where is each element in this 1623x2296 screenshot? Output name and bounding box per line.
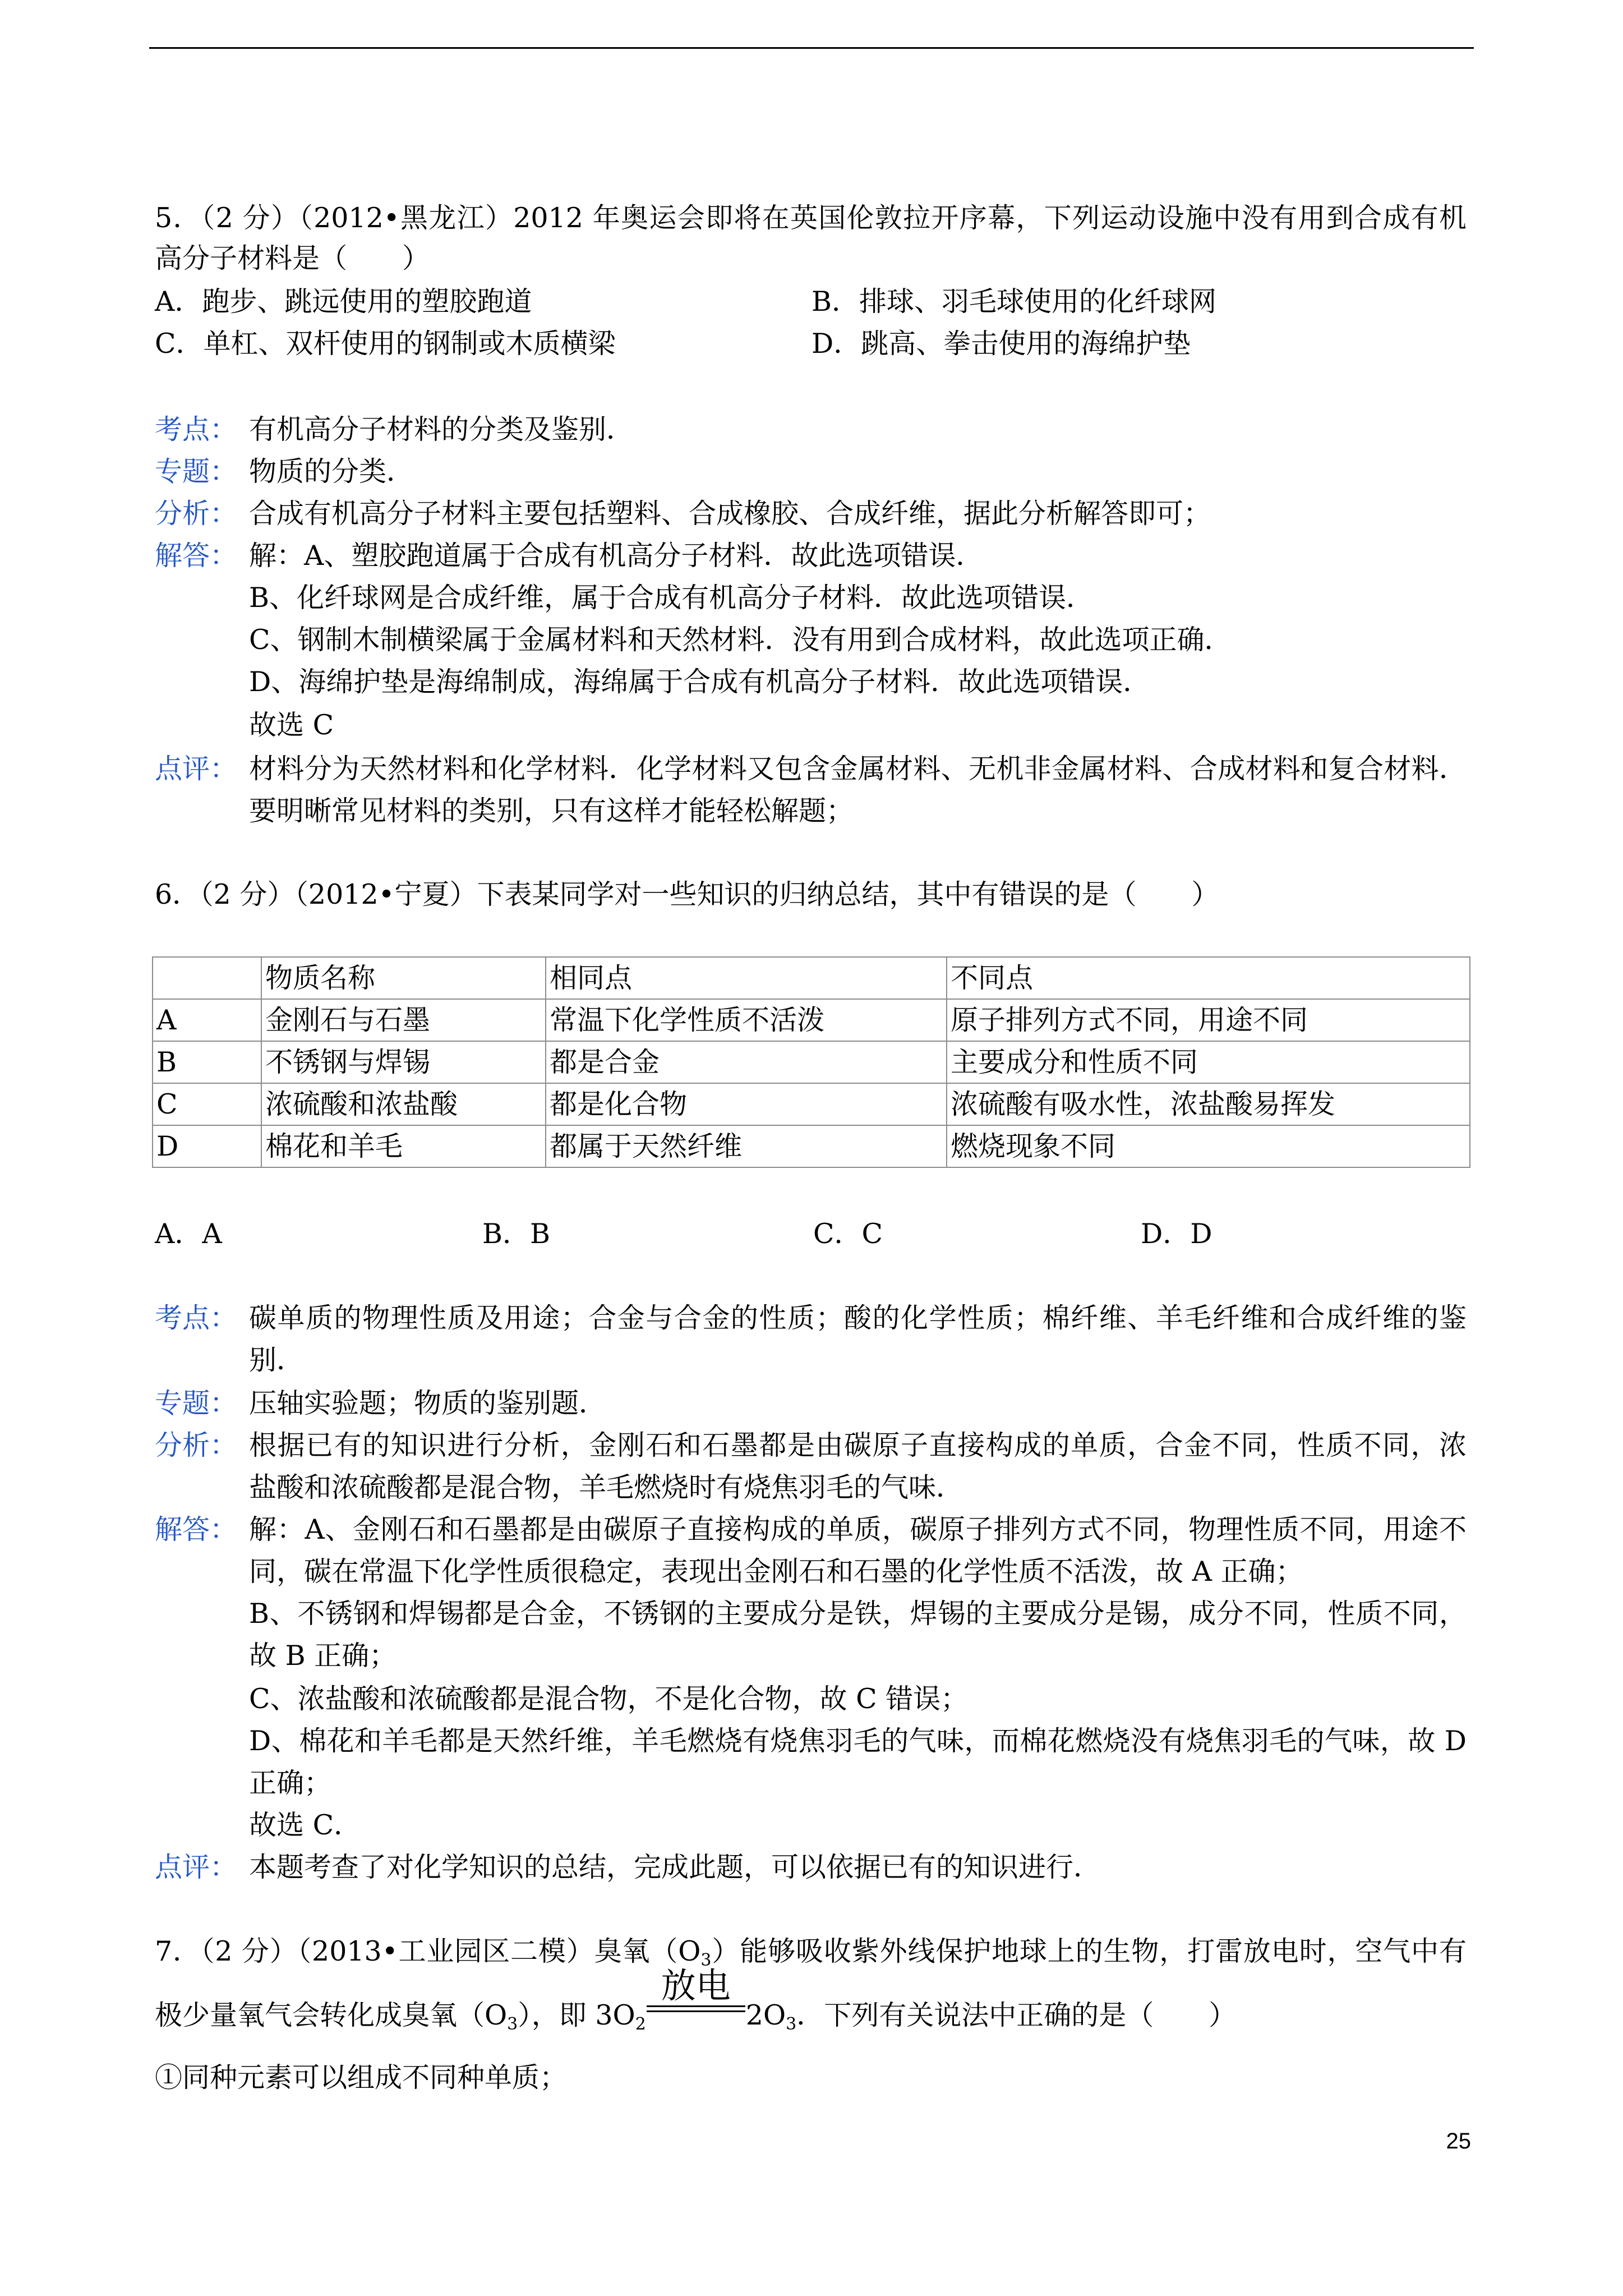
exam-point-label: 考点： [155,413,238,445]
table-header-cell: 相同点 [546,957,947,999]
comment-text: 要明晰常见材料的类别，只有这样才能轻松解题； [249,795,854,827]
analysis-text: 盐酸和浓硫酸都是混合物，羊毛燃烧时有烧焦羽毛的气味． [249,1471,964,1503]
analysis-text: 合成有机高分子材料主要包括塑料、合成橡胶、合成纤维，据此分析解答即可； [249,498,1211,530]
reaction-condition-arrow [647,1964,745,2012]
analysis-text: 根据已有的知识进行分析，金刚石和石墨都是由碳原子直接构成的单质，合金不同，性质不同，浓 [249,1429,1467,1461]
table-row-label: D [153,1125,261,1167]
solution-answer: 故选 C． [249,1809,362,1841]
solution-label: 解答： [155,540,238,572]
table-cell: 浓硫酸和浓盐酸 [261,1083,546,1125]
table-row-label: C [153,1083,261,1125]
solution-text: C、浓盐酸和浓硫酸都是混合物，不是化合物，故 C 错误； [249,1683,969,1715]
table-cell: 不锈钢与焊锡 [261,1041,546,1083]
table-row-label: A [153,999,261,1041]
table-cell: 都是合金 [546,1041,947,1083]
table-cell: 常温下化学性质不活泼 [546,999,947,1041]
table-cell: 主要成分和性质不同 [947,1041,1470,1083]
solution-text: D、棉花和羊毛都是天然纤维，羊毛燃烧有烧焦羽毛的气味，而棉花燃烧没有烧焦羽毛的气味，故 D [249,1725,1467,1757]
exam-point-label: 考点： [155,1302,238,1334]
topic-label: 专题： [155,1387,238,1419]
topic-text: 压轴实验题；物质的鉴别题． [249,1387,607,1419]
solution-text: B、不锈钢和焊锡都是合金，不锈钢的主要成分是铁，焊锡的主要成分是锡，成分不同，性质不同， [249,1598,1467,1630]
solution-text: B、化纤球网是合成纤维，属于合成有机高分子材料．故此选项错误． [249,582,1094,614]
question-stem-line [155,1930,1467,1972]
question-stem-line: 高分子材料是（ ） [155,242,430,274]
topic-label: 专题： [155,455,238,487]
table-row [153,1083,1470,1125]
option-d: D．D [1141,1218,1212,1250]
table-header-cell: 物质名称 [261,957,546,999]
subscript: 2 [635,2014,646,2034]
table-row [153,1041,1470,1083]
comment-text: 本题考查了对化学知识的总结，完成此题，可以依据已有的知识进行． [249,1851,1101,1883]
solution-text: 同，碳在常温下化学性质很稳定，表现出金刚石和石墨的化学性质不活泼，故 A 正确； [249,1556,1303,1588]
page-number: 25 [1446,2129,1471,2154]
table-cell: 都属于天然纤维 [546,1125,947,1167]
exam-point-text: 碳单质的物理性质及用途；合金与合金的性质；酸的化学性质；棉纤维、羊毛纤维和合成纤维的鉴 [249,1302,1467,1334]
stem-text: 2O [745,1999,786,2031]
comment-label: 点评： [155,1851,238,1883]
table-row-label: B [153,1041,261,1083]
table-cell: 浓硫酸有吸水性，浓盐酸易挥发 [947,1083,1470,1125]
solution-text: C、钢制木制横梁属于金属材料和天然材料．没有用到合成材料，故此选项正确． [249,624,1232,656]
option-b: B．排球、羽毛球使用的化纤球网 [811,286,1217,318]
solution-label: 解答： [155,1513,238,1545]
solution-answer: 故选 C [249,709,334,741]
option-a: A．A [155,1218,222,1250]
question-stem-line: 6．（2 分）（2012•宁夏）下表某同学对一些知识的归纳总结，其中有错误的是（ ） [155,878,1219,910]
analysis-label: 分析： [155,498,238,530]
table-header-cell: 不同点 [947,957,1470,999]
subscript: 3 [786,2014,797,2034]
solution-text: D、海绵护垫是海绵制成，海绵属于合成有机高分子材料．故此选项错误． [249,666,1151,698]
question-stem-line: 5．（2 分）（2012•黑龙江）2012 年奥运会即将在英国伦敦拉开序幕，下列运动设施中没有用到合成有机 [155,202,1467,234]
stem-text: 极少量氧气会转化成臭氧（O [155,1999,508,2031]
option-a: A．跑步、跳远使用的塑胶跑道 [155,286,532,318]
table-cell: 棉花和羊毛 [261,1125,546,1167]
topic-text: 物质的分类． [249,455,414,487]
analysis-label: 分析： [155,1429,238,1461]
option-c: C．单杠、双杆使用的钢制或木质横梁 [155,328,616,360]
table-cell: 都是化合物 [546,1083,947,1125]
solution-text: 解：A、塑胶跑道属于合成有机高分子材料．故此选项错误． [249,540,984,572]
comparison-table [152,956,1470,1168]
stem-text: ．下列有关说法中正确的是（ ） [796,1999,1237,2031]
table-row [153,999,1470,1041]
option-d: D．跳高、拳击使用的海绵护垫 [811,328,1191,360]
stem-text: ）能够吸收紫外线保护地球上的生物，打雷放电时，空气中有 [711,1935,1467,1967]
table-header-row [153,957,1470,999]
table-row [153,1125,1470,1167]
solution-text: 解：A、金刚石和石墨都是由碳原子直接构成的单质，碳原子排列方式不同，物理性质不同，用途不 [249,1513,1467,1545]
table-cell: 原子排列方式不同，用途不同 [947,999,1470,1041]
table-cell: 燃烧现象不同 [947,1125,1470,1167]
table-header-cell-blank [153,957,261,999]
statement-item: ①同种元素可以组成不同种单质； [155,2062,568,2093]
comment-text: 材料分为天然材料和化学材料．化学材料又包含金属材料、无机非金属材料、合成材料和复合材料． [249,753,1467,785]
exam-point-text: 有机高分子材料的分类及鉴别． [249,413,634,445]
table-cell: 金刚石与石墨 [261,999,546,1041]
solution-text: 故 B 正确； [249,1640,397,1672]
comment-label: 点评： [155,753,238,785]
solution-text: 正确； [249,1767,332,1799]
option-b: B．B [482,1218,551,1250]
header-rule [149,47,1474,49]
reaction-condition-label: 放电 [661,1964,731,2006]
exam-point-text: 别． [249,1344,305,1376]
stem-text: ），即 3O [518,1999,635,2031]
subscript: 3 [507,2014,518,2034]
question-stem-line [155,1964,1237,2036]
option-c: C．C [813,1218,883,1250]
stem-text: 7．（2 分）（2013•工业园区二模）臭氧（O [155,1935,701,1967]
subscript: 3 [700,1950,712,1970]
